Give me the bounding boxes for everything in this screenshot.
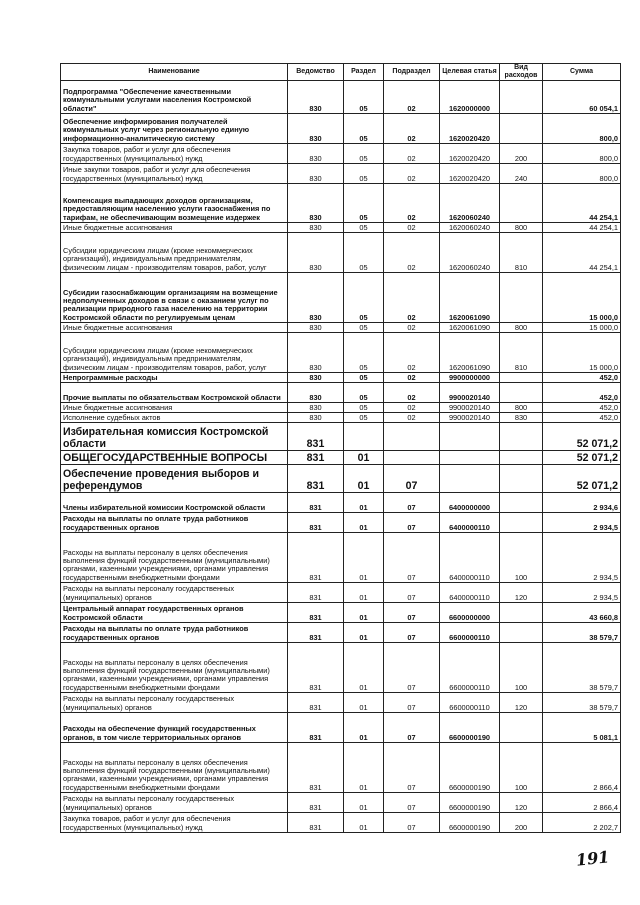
cell-razdel: 01 [344, 513, 384, 533]
cell-sum: 38 579,7 [543, 693, 621, 713]
cell-podrazdel: 07 [384, 583, 440, 603]
cell-sum: 15 000,0 [543, 273, 621, 323]
cell-ved: 831 [288, 603, 344, 623]
cell-razdel: 01 [344, 493, 384, 513]
cell-razdel: 05 [344, 233, 384, 273]
cell-podrazdel: 02 [384, 81, 440, 114]
table-row [61, 793, 621, 813]
cell-podrazdel: 02 [384, 233, 440, 273]
cell-podrazdel: 02 [384, 223, 440, 233]
table-row [61, 603, 621, 623]
cell-cel: 1620060240 [440, 223, 500, 233]
cell-name: Субсидии юридическим лицам (кроме некоммерческих организаций), индивидуальным предпринимателям, физическим лицам - производителям товаров, работ, услуг [61, 333, 288, 373]
cell-sum: 800,0 [543, 144, 621, 164]
cell-podrazdel: 07 [384, 603, 440, 623]
cell-vid [500, 465, 543, 493]
budget-table [60, 63, 621, 833]
cell-name: Иные закупки товаров, работ и услуг для обеспечения государственных (муниципальных) нужд [61, 164, 288, 184]
cell-podrazdel: 02 [384, 383, 440, 403]
cell-ved: 830 [288, 164, 344, 184]
cell-ved: 831 [288, 643, 344, 693]
cell-name: Члены избирательной комиссии Костромской области [61, 493, 288, 513]
cell-ved: 831 [288, 493, 344, 513]
table-row [61, 184, 621, 223]
cell-name: Непрограммные расходы [61, 373, 288, 383]
cell-podrazdel: 02 [384, 114, 440, 144]
cell-name: Обеспечение проведения выборов и референдумов [61, 465, 288, 493]
cell-cel [440, 423, 500, 451]
cell-vid [500, 603, 543, 623]
cell-name: Расходы на выплаты персоналу государственных (муниципальных) органов [61, 693, 288, 713]
cell-razdel: 01 [344, 603, 384, 623]
cell-podrazdel: 07 [384, 693, 440, 713]
cell-razdel: 01 [344, 743, 384, 793]
cell-name: Расходы на выплаты по оплате труда работников государственных органов [61, 513, 288, 533]
cell-ved: 830 [288, 273, 344, 323]
cell-vid: 100 [500, 643, 543, 693]
cell-sum: 38 579,7 [543, 623, 621, 643]
cell-ved: 831 [288, 743, 344, 793]
cell-vid: 100 [500, 533, 543, 583]
cell-name: Закупка товаров, работ и услуг для обеспечения государственных (муниципальных) нужд [61, 813, 288, 833]
cell-sum: 800,0 [543, 114, 621, 144]
cell-vid [500, 493, 543, 513]
table-row [61, 493, 621, 513]
cell-name: Подпрограмма "Обеспечение качественными коммунальными услугами населения Костромской области" [61, 81, 288, 114]
cell-razdel: 05 [344, 413, 384, 423]
cell-sum: 452,0 [543, 383, 621, 403]
cell-razdel: 05 [344, 184, 384, 223]
cell-cel: 1620060240 [440, 184, 500, 223]
header-ved: Ведомство [288, 64, 344, 81]
cell-cel: 9900020140 [440, 413, 500, 423]
cell-vid [500, 184, 543, 223]
cell-razdel: 05 [344, 373, 384, 383]
cell-vid: 120 [500, 583, 543, 603]
cell-vid: 810 [500, 233, 543, 273]
table-row [61, 403, 621, 413]
cell-razdel: 05 [344, 403, 384, 413]
table-row [61, 81, 621, 114]
table-row [61, 451, 621, 465]
cell-name: Исполнение судебных актов [61, 413, 288, 423]
cell-razdel: 01 [344, 623, 384, 643]
cell-sum: 2 934,6 [543, 493, 621, 513]
cell-sum: 60 054,1 [543, 81, 621, 114]
table-row [61, 743, 621, 793]
cell-ved: 831 [288, 423, 344, 451]
cell-sum: 43 660,8 [543, 603, 621, 623]
cell-ved: 830 [288, 413, 344, 423]
cell-cel: 6600000190 [440, 793, 500, 813]
cell-razdel: 01 [344, 451, 384, 465]
cell-ved: 830 [288, 81, 344, 114]
table-row [61, 323, 621, 333]
cell-vid: 100 [500, 743, 543, 793]
table-row [61, 713, 621, 743]
cell-vid [500, 713, 543, 743]
cell-ved: 830 [288, 144, 344, 164]
cell-sum: 44 254,1 [543, 184, 621, 223]
cell-cel: 1620061090 [440, 333, 500, 373]
table-row [61, 643, 621, 693]
table-row [61, 693, 621, 713]
cell-podrazdel: 02 [384, 323, 440, 333]
cell-name: Расходы на выплаты персоналу государственных (муниципальных) органов [61, 583, 288, 603]
cell-name: Расходы на выплаты по оплате труда работников государственных органов [61, 623, 288, 643]
table-row [61, 813, 621, 833]
cell-sum: 2 202,7 [543, 813, 621, 833]
cell-podrazdel: 07 [384, 813, 440, 833]
cell-cel: 9900000000 [440, 373, 500, 383]
cell-sum: 452,0 [543, 403, 621, 413]
cell-cel: 1620000000 [440, 81, 500, 114]
table-row [61, 533, 621, 583]
cell-ved: 830 [288, 383, 344, 403]
cell-vid: 830 [500, 413, 543, 423]
cell-podrazdel: 07 [384, 623, 440, 643]
cell-sum: 452,0 [543, 373, 621, 383]
cell-name: Компенсация выпадающих доходов организациям, предоставляющим населению услуги газоснабжения по тарифам, не обеспечивающим возмещение издержек [61, 184, 288, 223]
cell-razdel: 01 [344, 693, 384, 713]
cell-vid [500, 81, 543, 114]
cell-podrazdel: 02 [384, 403, 440, 413]
table-row [61, 223, 621, 233]
table-row [61, 144, 621, 164]
cell-name: Иные бюджетные ассигнования [61, 323, 288, 333]
header-vid: Вид расходов [500, 64, 543, 81]
cell-name: Расходы на выплаты персоналу в целях обеспечения выполнения функций государственными (муниципальными) органами, казенными учреждениями, органами управления государственными внебюджетными фондами [61, 643, 288, 693]
cell-podrazdel: 02 [384, 144, 440, 164]
table-row [61, 164, 621, 184]
cell-podrazdel: 02 [384, 164, 440, 184]
cell-sum: 44 254,1 [543, 233, 621, 273]
cell-razdel: 01 [344, 583, 384, 603]
cell-ved: 831 [288, 465, 344, 493]
table-row [61, 114, 621, 144]
cell-vid: 240 [500, 164, 543, 184]
cell-vid [500, 513, 543, 533]
cell-cel: 6400000110 [440, 583, 500, 603]
cell-sum: 2 866,4 [543, 743, 621, 793]
table-row [61, 233, 621, 273]
cell-razdel: 01 [344, 465, 384, 493]
cell-cel: 6400000000 [440, 493, 500, 513]
cell-name: ОБЩЕГОСУДАРСТВЕННЫЕ ВОПРОСЫ [61, 451, 288, 465]
cell-ved: 831 [288, 693, 344, 713]
cell-podrazdel: 07 [384, 743, 440, 793]
table-row [61, 423, 621, 451]
cell-ved: 830 [288, 114, 344, 144]
cell-vid [500, 623, 543, 643]
cell-name: Расходы на обеспечение функций государственных органов, в том числе территориальных органов [61, 713, 288, 743]
cell-vid: 800 [500, 223, 543, 233]
cell-sum: 52 071,2 [543, 465, 621, 493]
cell-cel: 9900020140 [440, 383, 500, 403]
table-row [61, 513, 621, 533]
cell-sum: 2 934,5 [543, 533, 621, 583]
cell-razdel: 01 [344, 643, 384, 693]
cell-ved: 830 [288, 403, 344, 413]
cell-sum: 5 081,1 [543, 713, 621, 743]
cell-razdel: 05 [344, 114, 384, 144]
cell-razdel: 05 [344, 164, 384, 184]
cell-sum: 38 579,7 [543, 643, 621, 693]
cell-ved: 831 [288, 713, 344, 743]
cell-cel: 9900020140 [440, 403, 500, 413]
cell-podrazdel: 02 [384, 413, 440, 423]
cell-vid [500, 423, 543, 451]
cell-razdel: 05 [344, 333, 384, 373]
cell-ved: 831 [288, 793, 344, 813]
cell-podrazdel: 07 [384, 465, 440, 493]
cell-razdel: 05 [344, 223, 384, 233]
cell-name: Расходы на выплаты персоналу в целях обеспечения выполнения функций государственными (муниципальными) органами, казенными учреждениями, органами управления государственными внебюджетными фондами [61, 743, 288, 793]
header-podrazdel: Подраздел [384, 64, 440, 81]
cell-podrazdel: 02 [384, 333, 440, 373]
cell-vid [500, 114, 543, 144]
cell-name: Избирательная комиссия Костромской области [61, 423, 288, 451]
cell-sum: 15 000,0 [543, 333, 621, 373]
cell-razdel: 05 [344, 144, 384, 164]
cell-podrazdel: 07 [384, 793, 440, 813]
cell-podrazdel: 07 [384, 643, 440, 693]
cell-cel: 6600000110 [440, 643, 500, 693]
cell-podrazdel [384, 451, 440, 465]
cell-razdel: 01 [344, 713, 384, 743]
header-sum: Сумма [543, 64, 621, 81]
cell-razdel: 01 [344, 793, 384, 813]
table-row [61, 373, 621, 383]
cell-podrazdel: 07 [384, 513, 440, 533]
page-number: 191 [575, 847, 611, 870]
cell-name: Расходы на выплаты персоналу в целях обеспечения выполнения функций государственными (муниципальными) органами, казенными учреждениями, органами управления государственными внебюджетными фондами [61, 533, 288, 583]
cell-cel: 6600000000 [440, 603, 500, 623]
table-row [61, 383, 621, 403]
cell-vid: 120 [500, 793, 543, 813]
cell-cel: 6600000190 [440, 713, 500, 743]
cell-name: Центральный аппарат государственных органов Костромской области [61, 603, 288, 623]
cell-vid: 200 [500, 144, 543, 164]
cell-cel: 6600000110 [440, 693, 500, 713]
table-body [61, 81, 621, 833]
cell-sum: 44 254,1 [543, 223, 621, 233]
cell-vid [500, 383, 543, 403]
cell-cel [440, 465, 500, 493]
header-cel: Целевая статья [440, 64, 500, 81]
cell-cel: 6600000110 [440, 623, 500, 643]
cell-cel: 1620020420 [440, 144, 500, 164]
cell-name: Субсидии газоснабжающим организациям на возмещение недополученных доходов в связи с оказанием услуг по реализации природного газа населению на территории Костромской области по регулируемым ценам [61, 273, 288, 323]
cell-ved: 831 [288, 533, 344, 583]
cell-podrazdel: 07 [384, 493, 440, 513]
cell-ved: 831 [288, 451, 344, 465]
table-row [61, 413, 621, 423]
cell-razdel: 01 [344, 533, 384, 583]
cell-sum: 2 866,4 [543, 793, 621, 813]
cell-vid: 120 [500, 693, 543, 713]
cell-podrazdel: 02 [384, 273, 440, 323]
cell-name: Иные бюджетные ассигнования [61, 403, 288, 413]
cell-cel: 6600000190 [440, 743, 500, 793]
cell-ved: 831 [288, 583, 344, 603]
cell-podrazdel: 02 [384, 184, 440, 223]
table-row [61, 333, 621, 373]
cell-razdel: 05 [344, 383, 384, 403]
cell-ved: 830 [288, 223, 344, 233]
header-razdel: Раздел [344, 64, 384, 81]
cell-vid [500, 373, 543, 383]
cell-vid [500, 451, 543, 465]
cell-sum: 2 934,5 [543, 513, 621, 533]
cell-vid: 200 [500, 813, 543, 833]
cell-sum: 15 000,0 [543, 323, 621, 333]
budget-sheet [60, 63, 621, 833]
cell-ved: 831 [288, 513, 344, 533]
cell-sum: 452,0 [543, 413, 621, 423]
cell-cel: 1620060240 [440, 233, 500, 273]
cell-sum: 800,0 [543, 164, 621, 184]
cell-name: Субсидии юридическим лицам (кроме некоммерческих организаций), индивидуальным предпринимателям, физическим лицам - производителям товаров, работ, услуг [61, 233, 288, 273]
table-row [61, 583, 621, 603]
cell-cel: 6600000190 [440, 813, 500, 833]
cell-cel [440, 451, 500, 465]
cell-podrazdel [384, 423, 440, 451]
cell-cel: 1620061090 [440, 273, 500, 323]
cell-cel: 1620020420 [440, 114, 500, 144]
cell-sum: 2 934,5 [543, 583, 621, 603]
cell-vid: 810 [500, 333, 543, 373]
cell-vid: 800 [500, 403, 543, 413]
cell-razdel: 05 [344, 323, 384, 333]
cell-ved: 830 [288, 323, 344, 333]
cell-ved: 830 [288, 184, 344, 223]
cell-ved: 831 [288, 623, 344, 643]
cell-cel: 6400000110 [440, 513, 500, 533]
cell-podrazdel: 07 [384, 713, 440, 743]
cell-cel: 6400000110 [440, 533, 500, 583]
cell-razdel: 05 [344, 81, 384, 114]
cell-vid [500, 273, 543, 323]
cell-ved: 830 [288, 333, 344, 373]
cell-cel: 1620020420 [440, 164, 500, 184]
table-row [61, 273, 621, 323]
cell-razdel: 05 [344, 273, 384, 323]
cell-name: Прочие выплаты по обязательствам Костромской области [61, 383, 288, 403]
cell-name: Закупка товаров, работ и услуг для обеспечения государственных (муниципальных) нужд [61, 144, 288, 164]
cell-razdel: 01 [344, 813, 384, 833]
cell-ved: 830 [288, 233, 344, 273]
header-row [61, 64, 621, 81]
cell-ved: 831 [288, 813, 344, 833]
cell-vid: 800 [500, 323, 543, 333]
table-row [61, 623, 621, 643]
cell-name: Обеспечение информирования получателей коммунальных услуг через региональную единую информационно-аналитическую систему [61, 114, 288, 144]
cell-razdel [344, 423, 384, 451]
cell-name: Расходы на выплаты персоналу государственных (муниципальных) органов [61, 793, 288, 813]
header-name: Наименование [61, 64, 288, 81]
cell-sum: 52 071,2 [543, 451, 621, 465]
cell-ved: 830 [288, 373, 344, 383]
table-row [61, 465, 621, 493]
cell-podrazdel: 02 [384, 373, 440, 383]
cell-cel: 1620061090 [440, 323, 500, 333]
cell-podrazdel: 07 [384, 533, 440, 583]
cell-sum: 52 071,2 [543, 423, 621, 451]
cell-name: Иные бюджетные ассигнования [61, 223, 288, 233]
